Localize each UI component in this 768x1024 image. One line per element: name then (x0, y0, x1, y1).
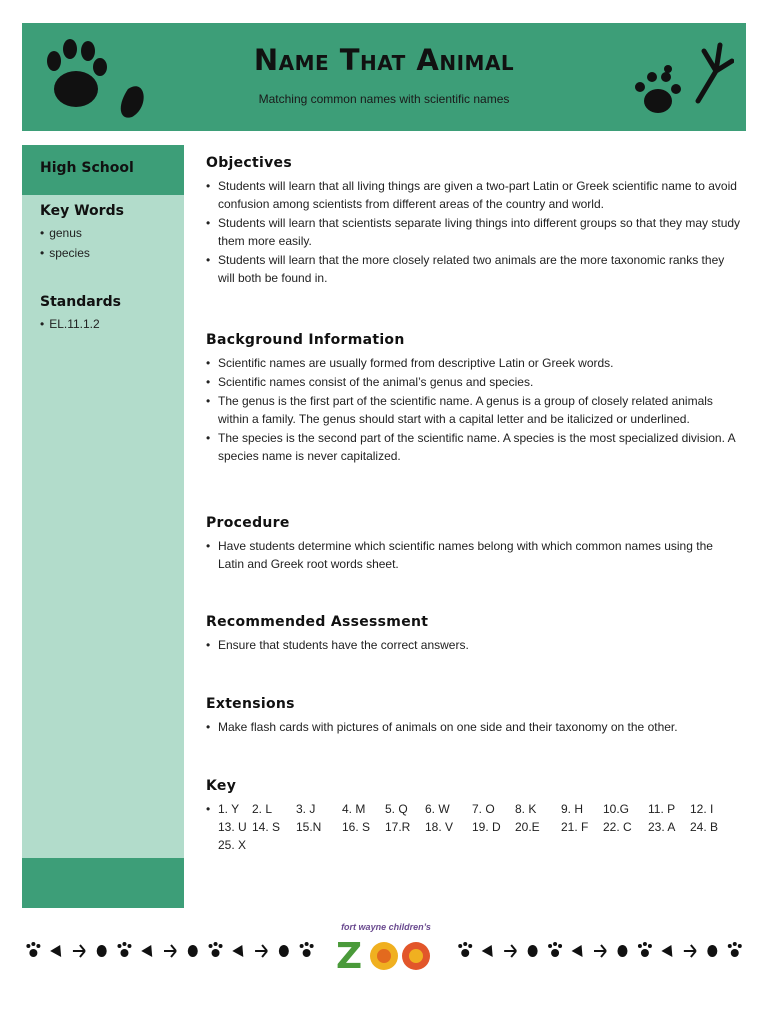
assessment-list (206, 636, 741, 654)
track-print-icon (728, 942, 742, 957)
answer-key-item: 21. F (561, 820, 589, 834)
objectives-list (206, 177, 741, 287)
section-heading: Procedure (206, 515, 290, 531)
answer-key-row (218, 818, 741, 836)
procedure-section (206, 515, 741, 574)
track-print-icon (300, 942, 314, 957)
track-print-icon (617, 945, 627, 957)
sidebar (22, 145, 184, 908)
answer-key-item: 25. X (218, 838, 247, 852)
answer-key-item: 12. I (690, 802, 714, 816)
track-print-icon (255, 945, 267, 957)
track-print-icon (188, 945, 198, 957)
section-heading: Background Information (206, 332, 405, 348)
list-item: • Ensure that students have the correct answers. (206, 636, 741, 654)
section-heading: Objectives (206, 155, 292, 171)
svg-text:Z: Z (336, 936, 363, 974)
track-print-icon (684, 945, 696, 957)
logo-text: fort wayne children’s (341, 922, 431, 932)
key-words-heading: Key Words (40, 203, 124, 219)
track-print-icon (572, 945, 583, 957)
page-title: Name That Animal (253, 43, 515, 77)
objectives-section (206, 155, 741, 288)
list-item: • Make flash cards with pictures of animals on one side and their taxonomy on the other. (206, 718, 741, 736)
answer-key-item: 4. M (342, 802, 366, 816)
track-print-icon (707, 945, 717, 957)
answer-key-item: 1. Y (218, 802, 240, 816)
background-section (206, 332, 741, 466)
key-words-list (40, 223, 90, 263)
track-print-icon (117, 942, 131, 957)
list-item: • Students will learn that the more closely related two animals are the more taxonomic ranks they will both be found in. (206, 251, 741, 287)
track-print-icon (209, 942, 223, 957)
section-heading: Key (206, 778, 237, 794)
animal-tracks-icon (628, 31, 734, 123)
standards-list (40, 314, 100, 334)
answer-key-item: 20.E (515, 820, 540, 834)
answer-key-item: 23. A (648, 820, 676, 834)
answer-key-item: 10.G (603, 802, 630, 816)
animal-tracks-border-left (22, 938, 318, 964)
track-print-icon (528, 945, 538, 957)
grade-level-box (22, 145, 184, 195)
answer-key-item: 16. S (342, 820, 371, 834)
list-item: • Have students determine which scientific names belong with which common names using the Latin and Greek root words sheet. (206, 537, 741, 573)
list-item: • The species is the second part of the scientific name. A species is the most specialized division. A species name is never capitalized. (206, 429, 741, 465)
track-print-icon (73, 945, 85, 957)
track-print-icon (232, 945, 243, 957)
animal-tracks-border-right (454, 938, 746, 964)
track-print-icon (164, 945, 176, 957)
answer-key-item: 22. C (603, 820, 632, 834)
answer-key-item: 9. H (561, 802, 584, 816)
answer-key-item: 6. W (425, 802, 450, 816)
track-print-icon (458, 942, 472, 957)
background-list (206, 354, 741, 465)
track-print-icon (482, 945, 493, 957)
answer-key-item: 14. S (252, 820, 281, 834)
answer-key-item: 15.N (296, 820, 322, 834)
section-heading: Extensions (206, 696, 295, 712)
answer-key-item: 11. P (648, 802, 676, 816)
track-print-icon (141, 945, 152, 957)
answer-key-item: 7. O (472, 802, 495, 816)
zoo-wordmark-icon (336, 934, 436, 974)
assessment-section (206, 614, 741, 655)
track-print-icon (50, 945, 61, 957)
list-item: • Scientific names consist of the animal’s genus and species. (206, 373, 741, 391)
extensions-section (206, 696, 741, 737)
answer-key-item: 2. L (252, 802, 273, 816)
list-item: • Students will learn that all living things are given a two-part Latin or Greek scientific name to avoid confusion among scientists from different areas of the country and world. (206, 177, 741, 213)
list-item: • species (40, 243, 90, 263)
standards-heading: Standards (40, 294, 121, 310)
track-print-icon (26, 942, 40, 957)
page-subtitle: Matching common names with scientific names (258, 92, 510, 106)
answer-key-item: 18. V (425, 820, 454, 834)
sidebar-footer-box (22, 858, 184, 908)
answer-key (206, 800, 741, 854)
answer-key-item: 19. D (472, 820, 501, 834)
answer-key-row (218, 836, 741, 854)
header-banner (22, 23, 746, 131)
answer-key-item: 3. J (296, 802, 316, 816)
list-item: • genus (40, 223, 90, 243)
zoo-logo (332, 922, 440, 974)
answer-key-item: 13. U (218, 820, 247, 834)
grade-level: High School (40, 160, 134, 176)
answer-key-item: 5. Q (385, 802, 408, 816)
track-print-icon (97, 945, 107, 957)
list-item: • Students will learn that scientists separate living things into different groups so that they may study them more easily. (206, 214, 741, 250)
track-print-icon (638, 942, 652, 957)
track-print-icon (661, 945, 672, 957)
list-item: • Scientific names are usually formed from descriptive Latin or Greek words. (206, 354, 741, 372)
list-item: • EL.11.1.2 (40, 314, 100, 334)
track-print-icon (504, 945, 516, 957)
extensions-list (206, 718, 741, 736)
track-print-icon (548, 942, 562, 957)
key-section (206, 778, 741, 854)
procedure-list (206, 537, 741, 573)
track-print-icon (594, 945, 606, 957)
answer-key-item: 17.R (385, 820, 411, 834)
answer-key-item: 8. K (515, 802, 537, 816)
answer-key-row (218, 800, 741, 818)
list-item: • The genus is the first part of the scientific name. A genus is a group of closely related animals within a family. The genus should start with a capital letter and be italicized or underlined. (206, 392, 741, 428)
answer-key-item: 24. B (690, 820, 719, 834)
track-print-icon (279, 945, 289, 957)
section-heading: Recommended Assessment (206, 614, 429, 630)
bullet: • (206, 802, 211, 816)
